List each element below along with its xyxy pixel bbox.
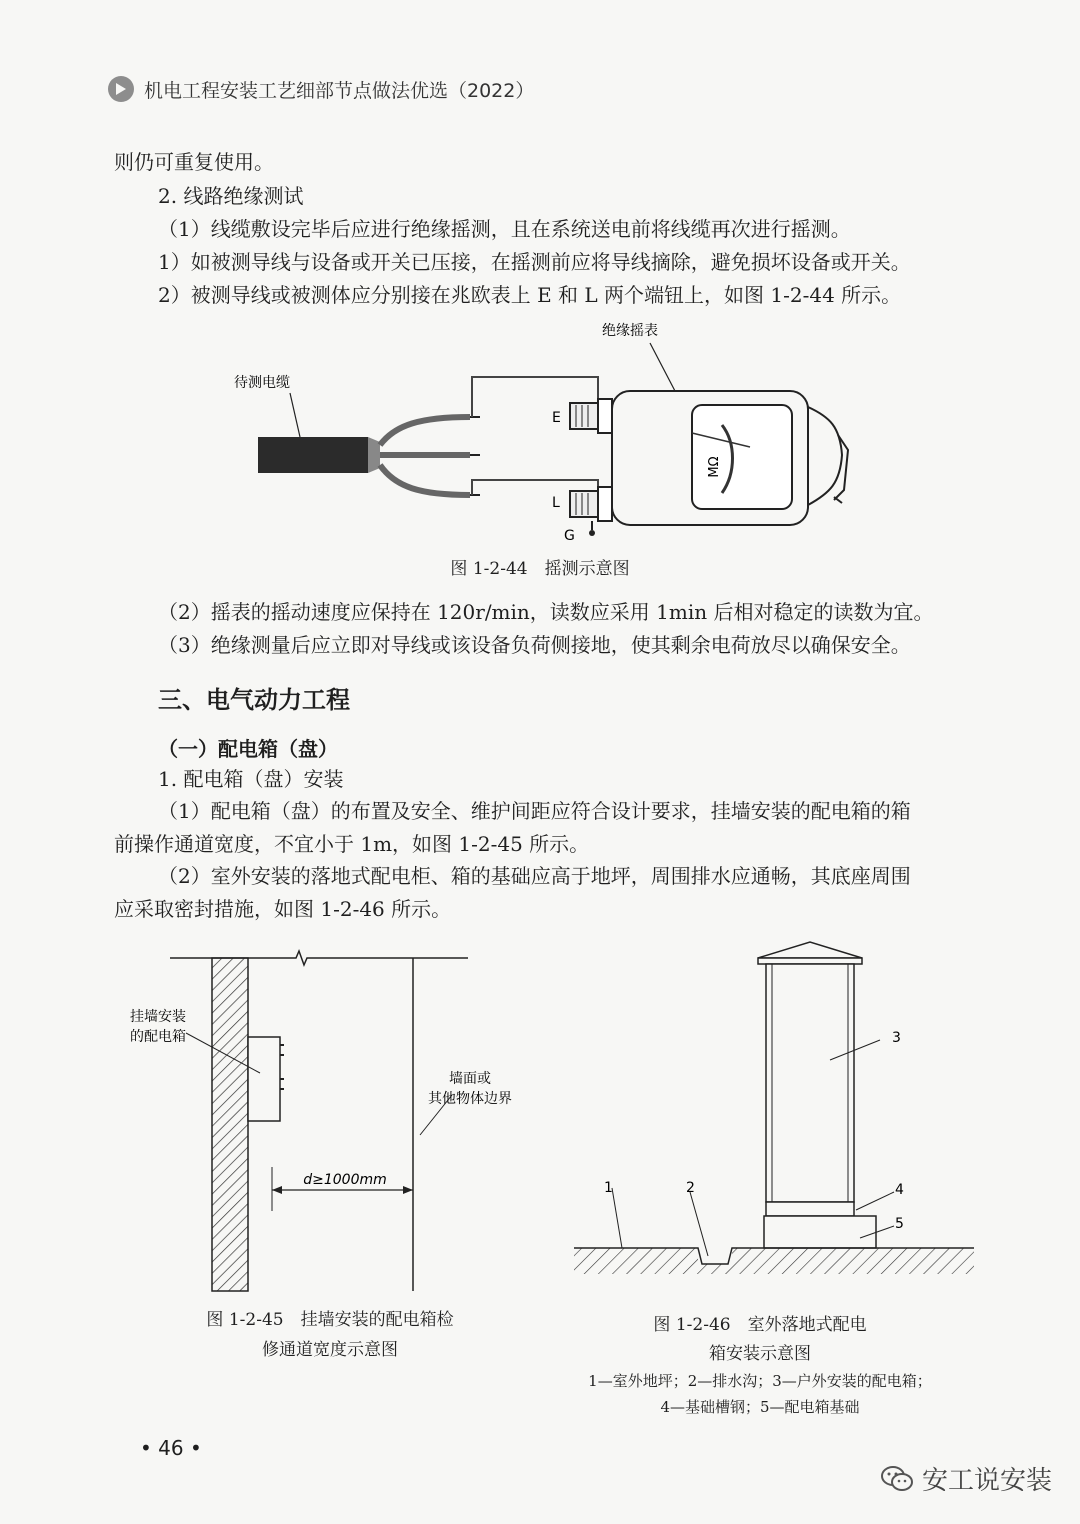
wechat-icon bbox=[880, 1464, 914, 1494]
figure-outdoor-floor-box bbox=[560, 930, 980, 1290]
label-terminal-e: E bbox=[552, 410, 561, 426]
watermark bbox=[880, 1460, 1052, 1497]
figure-megger-test bbox=[230, 315, 870, 550]
paragraph: 前操作通道宽度，不宜小于 1m，如图 1-2-45 所示。 bbox=[114, 832, 590, 856]
paragraph: 1）如被测导线与设备或开关已压接，在摇测前应将导线摘除，避免损坏设备或开关。 bbox=[158, 250, 911, 274]
section-heading: 三、电气动力工程 bbox=[158, 686, 350, 714]
paragraph: 则仍可重复使用。 bbox=[114, 150, 274, 174]
subsection-heading: （一）配电箱（盘） bbox=[158, 737, 338, 761]
paragraph: 2）被测导线或被测体应分别接在兆欧表上 E 和 L 两个端钮上，如图 1-2-44 所示。 bbox=[158, 283, 902, 307]
outdoor-cabinet bbox=[766, 964, 854, 1202]
label-wall-line2: 其他物体边界 bbox=[428, 1091, 512, 1107]
figure-legend-line2: 4—基础槽钢；5—配电箱基础 bbox=[660, 1398, 860, 1416]
label-cable: 待测电缆 bbox=[234, 375, 290, 391]
figure-legend-line1: 1—室外地坪；2—排水沟；3—户外安装的配电箱； bbox=[588, 1372, 932, 1390]
figure-caption-line1: 图 1-2-46 室外落地式配电 bbox=[653, 1315, 867, 1335]
paragraph: 2. 线路绝缘测试 bbox=[158, 184, 304, 208]
figure-caption-line2: 修通道宽度示意图 bbox=[262, 1340, 398, 1360]
paragraph: （2）摇表的摇动速度应保持在 120r/min，读数应采用 1min 后相对稳定的读数为宜。 bbox=[158, 600, 934, 624]
paragraph: （2）室外安装的落地式配电柜、箱的基础应高于地坪，周围排水应通畅，其底座周围 bbox=[158, 864, 911, 888]
label-num-2: 2 bbox=[686, 1180, 695, 1196]
wall-hatch bbox=[212, 958, 248, 1291]
label-wall-line1: 墙面或 bbox=[449, 1071, 491, 1087]
watermark-text: 安工说安装 bbox=[921, 1466, 1052, 1496]
running-header-title: 机电工程安装工艺细部节点做法优选（2022） bbox=[144, 79, 535, 102]
label-num-3: 3 bbox=[892, 1030, 901, 1046]
figure-caption-line2: 箱安装示意图 bbox=[709, 1344, 811, 1364]
label-dimension: d≥1000mm bbox=[303, 1172, 387, 1188]
label-terminal-g: G bbox=[564, 528, 575, 544]
label-box-line2: 的配电箱 bbox=[130, 1029, 186, 1045]
label-num-1: 1 bbox=[604, 1180, 613, 1196]
label-terminal-l: L bbox=[552, 495, 560, 511]
label-num-5: 5 bbox=[895, 1216, 904, 1232]
label-box-line1: 挂墙安装 bbox=[130, 1009, 186, 1025]
figure-wall-box-clearance bbox=[110, 945, 512, 1300]
paragraph: 应采取密封措施，如图 1-2-46 所示。 bbox=[114, 897, 452, 921]
figure-caption-line1: 图 1-2-45 挂墙安装的配电箱检 bbox=[206, 1310, 454, 1330]
paragraph: （1）配电箱（盘）的布置及安全、维护间距应符合设计要求，挂墙安装的配电箱的箱 bbox=[158, 799, 911, 823]
label-num-4: 4 bbox=[895, 1182, 904, 1198]
paragraph: （1）线缆敷设完毕后应进行绝缘摇测，且在系统送电前将线缆再次进行摇测。 bbox=[158, 217, 851, 241]
label-mohm: MΩ bbox=[707, 456, 722, 478]
page-number: • 46 • bbox=[140, 1436, 202, 1460]
arrow-circle-icon bbox=[108, 76, 134, 102]
figure-caption: 图 1-2-44 摇测示意图 bbox=[450, 559, 630, 579]
box-foundation bbox=[764, 1216, 876, 1248]
running-header bbox=[108, 74, 534, 104]
paragraph: （3）绝缘测量后应立即对导线或该设备负荷侧接地，使其剩余电荷放尽以确保安全。 bbox=[158, 633, 911, 657]
base-channel-steel bbox=[766, 1202, 854, 1216]
cable-body bbox=[258, 437, 368, 473]
label-meter: 绝缘摇表 bbox=[602, 323, 658, 339]
distribution-box bbox=[248, 1037, 280, 1121]
paragraph: 1. 配电箱（盘）安装 bbox=[158, 767, 344, 791]
